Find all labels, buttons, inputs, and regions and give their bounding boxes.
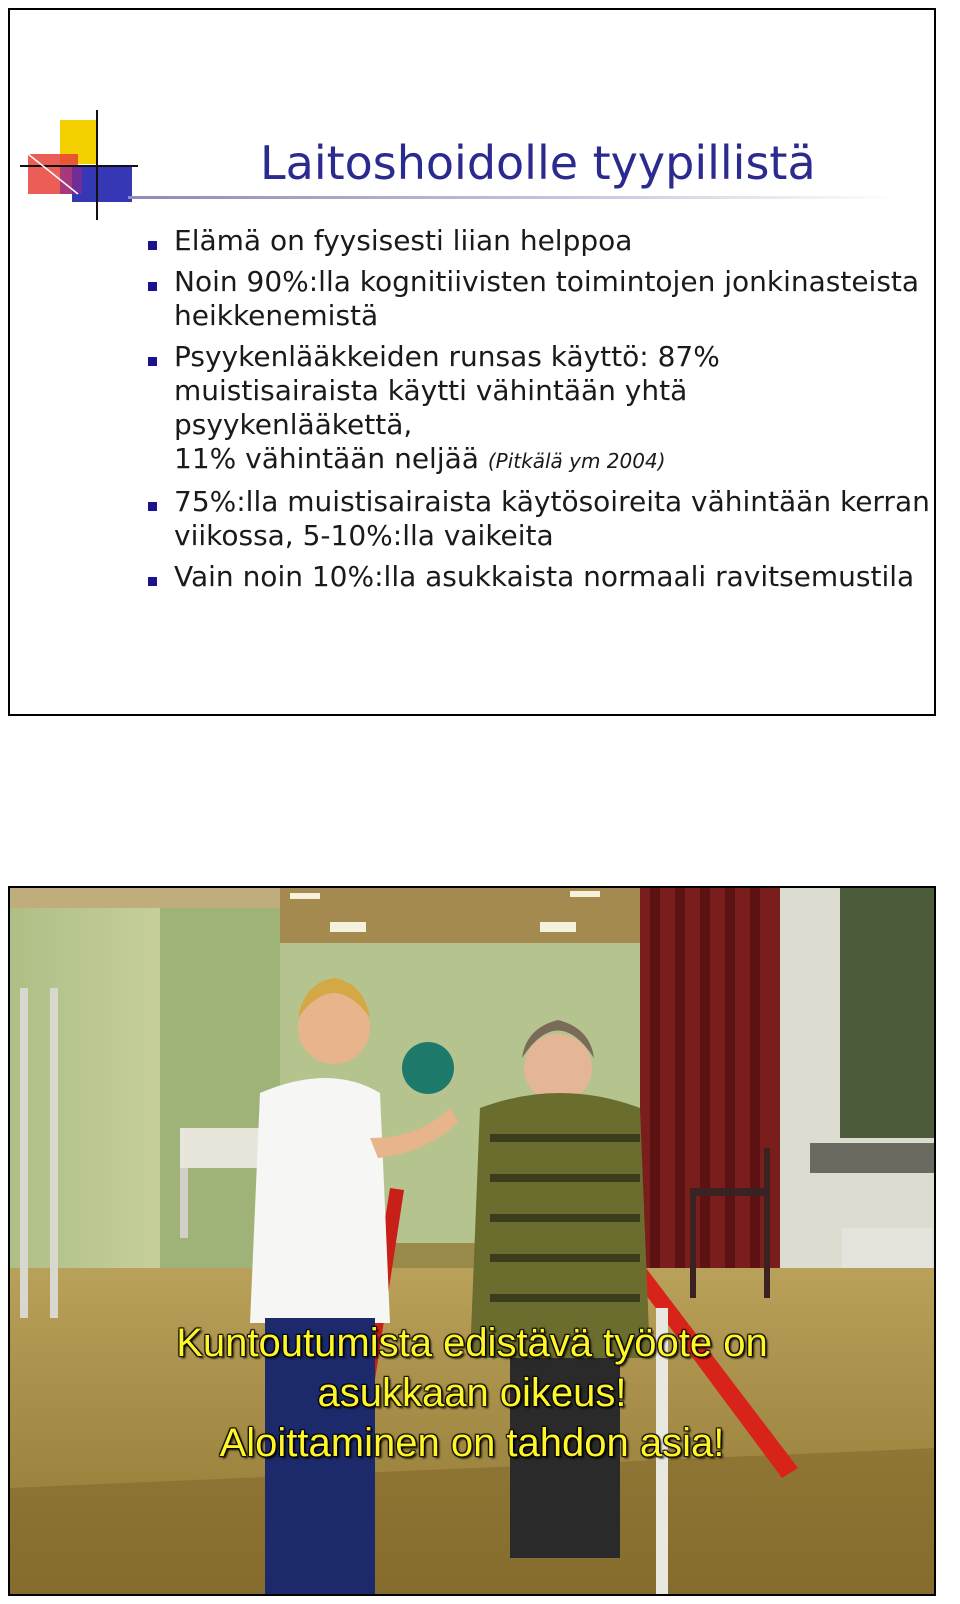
bullet-text: heikkenemistä: [174, 299, 379, 332]
square-bullet-icon: [148, 241, 157, 250]
bullet-text: 11% vähintään neljää: [174, 442, 479, 475]
bullet-item: [140, 340, 930, 478]
bullet-item: [140, 485, 930, 553]
square-bullet-icon: [148, 577, 157, 586]
bullet-text: Elämä on fyysisesti liian helppoa: [174, 224, 633, 257]
slide-logo-icon: [20, 110, 170, 230]
caption-line: Aloittaminen on tahdon asia!: [219, 1421, 725, 1465]
bullet-text: Noin 90%:lla kognitiivisten toimintojen jonkinasteista: [174, 265, 920, 298]
bullet-item: [140, 560, 930, 594]
slide-text: [8, 8, 936, 716]
bullet-list: [140, 224, 930, 601]
photo-caption: [10, 1318, 934, 1468]
square-bullet-icon: [148, 357, 157, 366]
slide-title: Laitoshoidolle tyypillistä: [260, 136, 816, 190]
square-bullet-icon: [148, 282, 157, 291]
bullet-text: muistisairaista käytti vähintään yhtä psyykenlääkettä,: [174, 374, 688, 441]
bullet-text: Psyykenlääkkeiden runsas käyttö: 87%: [174, 340, 720, 373]
bullet-item: [140, 265, 930, 333]
bullet-text: viikossa, 5-10%:lla vaikeita: [174, 519, 554, 552]
title-divider: [128, 196, 898, 199]
square-bullet-icon: [148, 502, 157, 511]
caption-line: asukkaan oikeus!: [317, 1371, 627, 1415]
slide-photo: [8, 886, 936, 1596]
bullet-text: 75%:lla muistisairaista käytösoireita vähintään kerran: [174, 485, 930, 518]
bullet-text: Vain noin 10%:lla asukkaista normaali ravitsemustila: [174, 560, 915, 593]
rehabilitation-photo: [10, 888, 936, 1596]
citation: (Pitkälä ym 2004): [487, 449, 666, 473]
caption-line: Kuntoutumista edistävä työote on: [176, 1321, 768, 1365]
bullet-item: [140, 224, 930, 258]
